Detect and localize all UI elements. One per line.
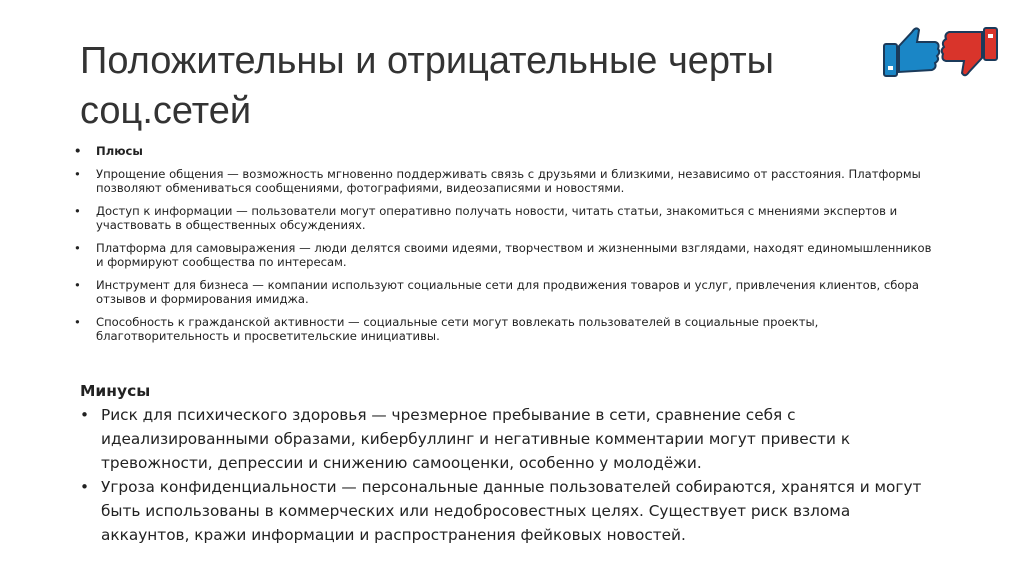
list-item	[74, 167, 934, 195]
pros-item-text: Способность к гражданской активности — социальные сети могут вовлекать пользователей в социальные проекты, благотворительность и просветительские инициативы.	[96, 315, 819, 343]
pros-item-text: Платформа для самовыражения — люди делятся своими идеями, творчеством и жизненными взглядами, находят единомышленников и формируют сообщества по интересам.	[96, 241, 932, 269]
cons-item-text: Угроза конфиденциальности — персональные данные пользователей собираются, хранятся и могут быть использованы в коммерческих или недобросовестных целях. Существует риск взлома аккаунтов, кражи информации и распространения фейковых новостей.	[101, 478, 922, 544]
pros-item-text: Инструмент для бизнеса — компании используют социальные сети для продвижения товаров и услуг, привлечения клиентов, сбора отзывов и формирования имиджа.	[96, 278, 919, 306]
pros-item-text: Доступ к информации — пользователи могут оперативно получать новости, читать статьи, знакомиться с мнениями экспертов и участвовать в общественных обсуждениях.	[96, 204, 898, 232]
thumbs-icons-graphic	[880, 20, 1004, 84]
bullet: •	[74, 241, 81, 255]
list-item	[80, 475, 930, 547]
bullet: •	[74, 144, 82, 158]
cons-item-text: Риск для психического здоровья — чрезмерное пребывание в сети, сравнение себя с идеализированными образами, кибербуллинг и негативные комментарии могут привести к тревожности, депрессии и снижению самооценки, особенно у молодёжи.	[101, 406, 851, 472]
cons-section	[80, 381, 930, 547]
bullet: •	[74, 278, 81, 292]
list-item	[80, 403, 930, 475]
pros-heading: Плюсы	[96, 144, 143, 158]
list-item	[74, 315, 934, 343]
bullet: •	[80, 478, 90, 496]
thumbs-down-icon	[942, 28, 997, 75]
list-item	[74, 241, 934, 269]
bullet: •	[74, 315, 81, 329]
pros-section	[74, 144, 934, 352]
like-dislike-icons	[880, 20, 1004, 84]
list-item	[74, 278, 934, 306]
bullet: •	[74, 167, 81, 181]
slide-title: Положительны и отрицательные черты соц.сетей	[80, 40, 774, 132]
cons-heading: Минусы	[80, 382, 151, 400]
pros-heading-item	[74, 144, 934, 158]
bullet: •	[80, 406, 90, 424]
bullet: •	[74, 204, 81, 218]
thumbs-up-icon	[884, 28, 939, 76]
pros-item-text: Упрощение общения — возможность мгновенно поддерживать связь с друзьями и близкими, независимо от расстояния. Платформы позволяют обмениваться сообщениями, фотографиями, видеозаписями и новостями.	[96, 167, 921, 195]
list-item	[74, 204, 934, 232]
